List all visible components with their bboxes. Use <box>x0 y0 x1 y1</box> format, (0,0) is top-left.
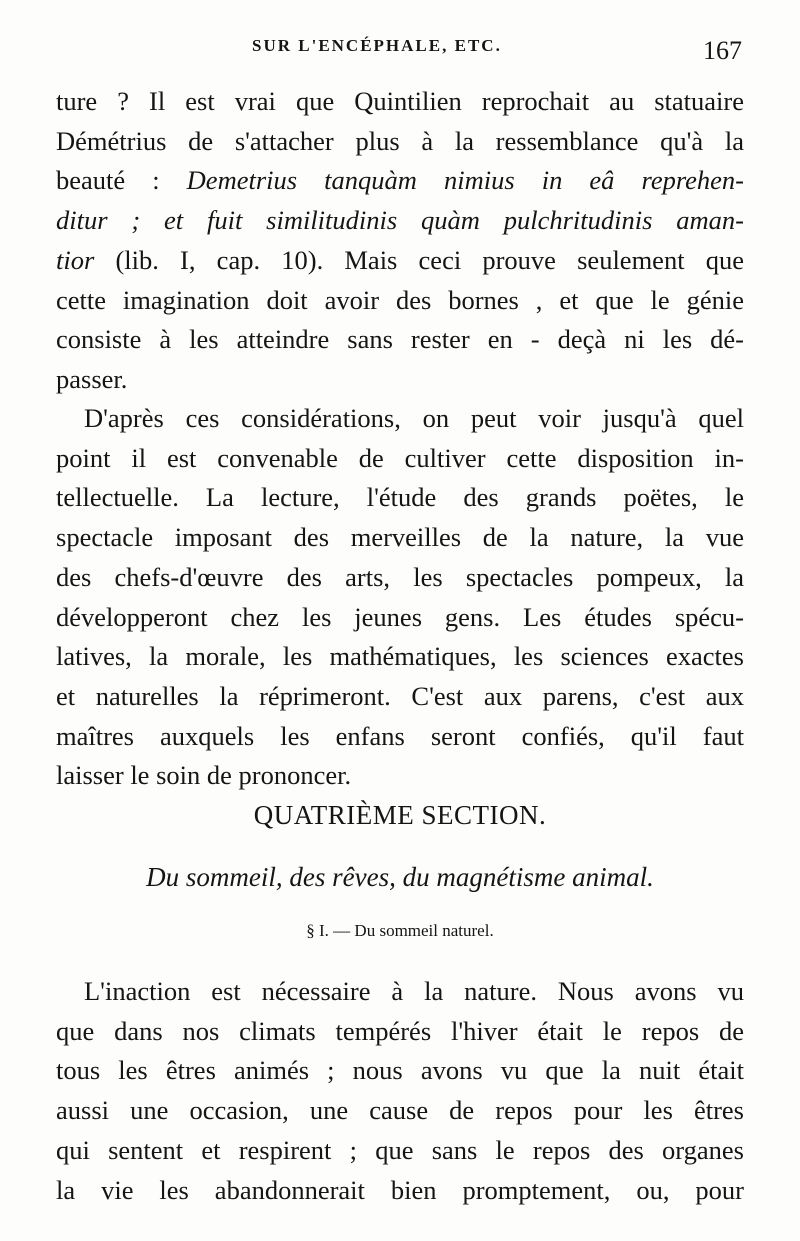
section-heading: QUATRIÈME SECTION. <box>253 800 547 830</box>
paragraph-heading: § I. — Du sommeil naturel. <box>306 921 494 940</box>
latin-quote-line: ditur ; et fuit similitudinis quàm pulchritudinis aman- <box>56 205 744 236</box>
citation-text: (lib. I, cap. 10). Mais ceci prouve seulement que <box>94 244 744 275</box>
section-subtitle: Du sommeil, des rêves, du magnétisme animal. <box>146 862 654 892</box>
running-header: SUR L'ENCÉPHALE, ETC. <box>252 36 502 55</box>
text-line: aussi une occasion, une cause de repos pour les êtres <box>56 1095 744 1126</box>
text-line: laisser le soin de prononcer. <box>56 760 352 791</box>
text-line: cette imagination doit avoir des bornes , et que le génie <box>56 284 744 315</box>
text-line: que dans nos climats tempérés l'hiver était le repos de <box>56 1015 744 1046</box>
page-number: 167 <box>703 36 742 65</box>
text-line: la vie les abandonnerait bien promptement, ou, pour <box>56 1174 744 1205</box>
text-line: maîtres auxquels les enfans seront confiés, qu'il faut <box>56 720 744 751</box>
text-line: consiste à les atteindre sans rester en - deçà ni les dé- <box>56 324 744 355</box>
latin-quote: tior <box>56 244 95 275</box>
text-line: point il est convenable de cultiver cette disposition in- <box>56 442 744 473</box>
text-line <box>56 241 744 281</box>
text-line: et naturelles la réprimeront. C'est aux parens, c'est aux <box>56 680 744 711</box>
paragraph <box>56 399 744 796</box>
text-line: qui sentent et respirent ; que sans le repos des organes <box>56 1134 744 1165</box>
text-line: D'après ces considérations, on peut voir jusqu'à quel <box>84 403 744 433</box>
text-line: des chefs-d'œuvre des arts, les spectacles pompeux, la <box>56 561 744 592</box>
paragraph <box>56 972 744 1210</box>
text-line: développeront chez les jeunes gens. Les études spécu- <box>56 601 744 632</box>
text-line: Démétrius de s'attacher plus à la ressemblance qu'à la <box>56 125 744 156</box>
text-line: latives, la morale, les mathématiques, les sciences exactes <box>56 641 744 672</box>
text-line: L'inaction est nécessaire à la nature. Nous avons vu <box>84 976 744 1006</box>
latin-quote: Demetrius tanquàm nimius in eâ reprehen- <box>186 165 745 196</box>
paragraph-continued <box>56 82 744 400</box>
text-line: spectacle imposant des merveilles de la nature, la vue <box>56 522 744 553</box>
text-line: tellectuelle. La lecture, l'étude des grands poëtes, le <box>56 482 744 513</box>
text-fragment: beauté : <box>56 165 187 196</box>
text-line: ture ? Il est vrai que Quintilien reprochait au statuaire <box>56 86 744 116</box>
text-line <box>56 161 744 201</box>
text-line: tous les êtres animés ; nous avons vu que la nuit était <box>56 1055 744 1086</box>
text-line: passer. <box>56 363 128 394</box>
